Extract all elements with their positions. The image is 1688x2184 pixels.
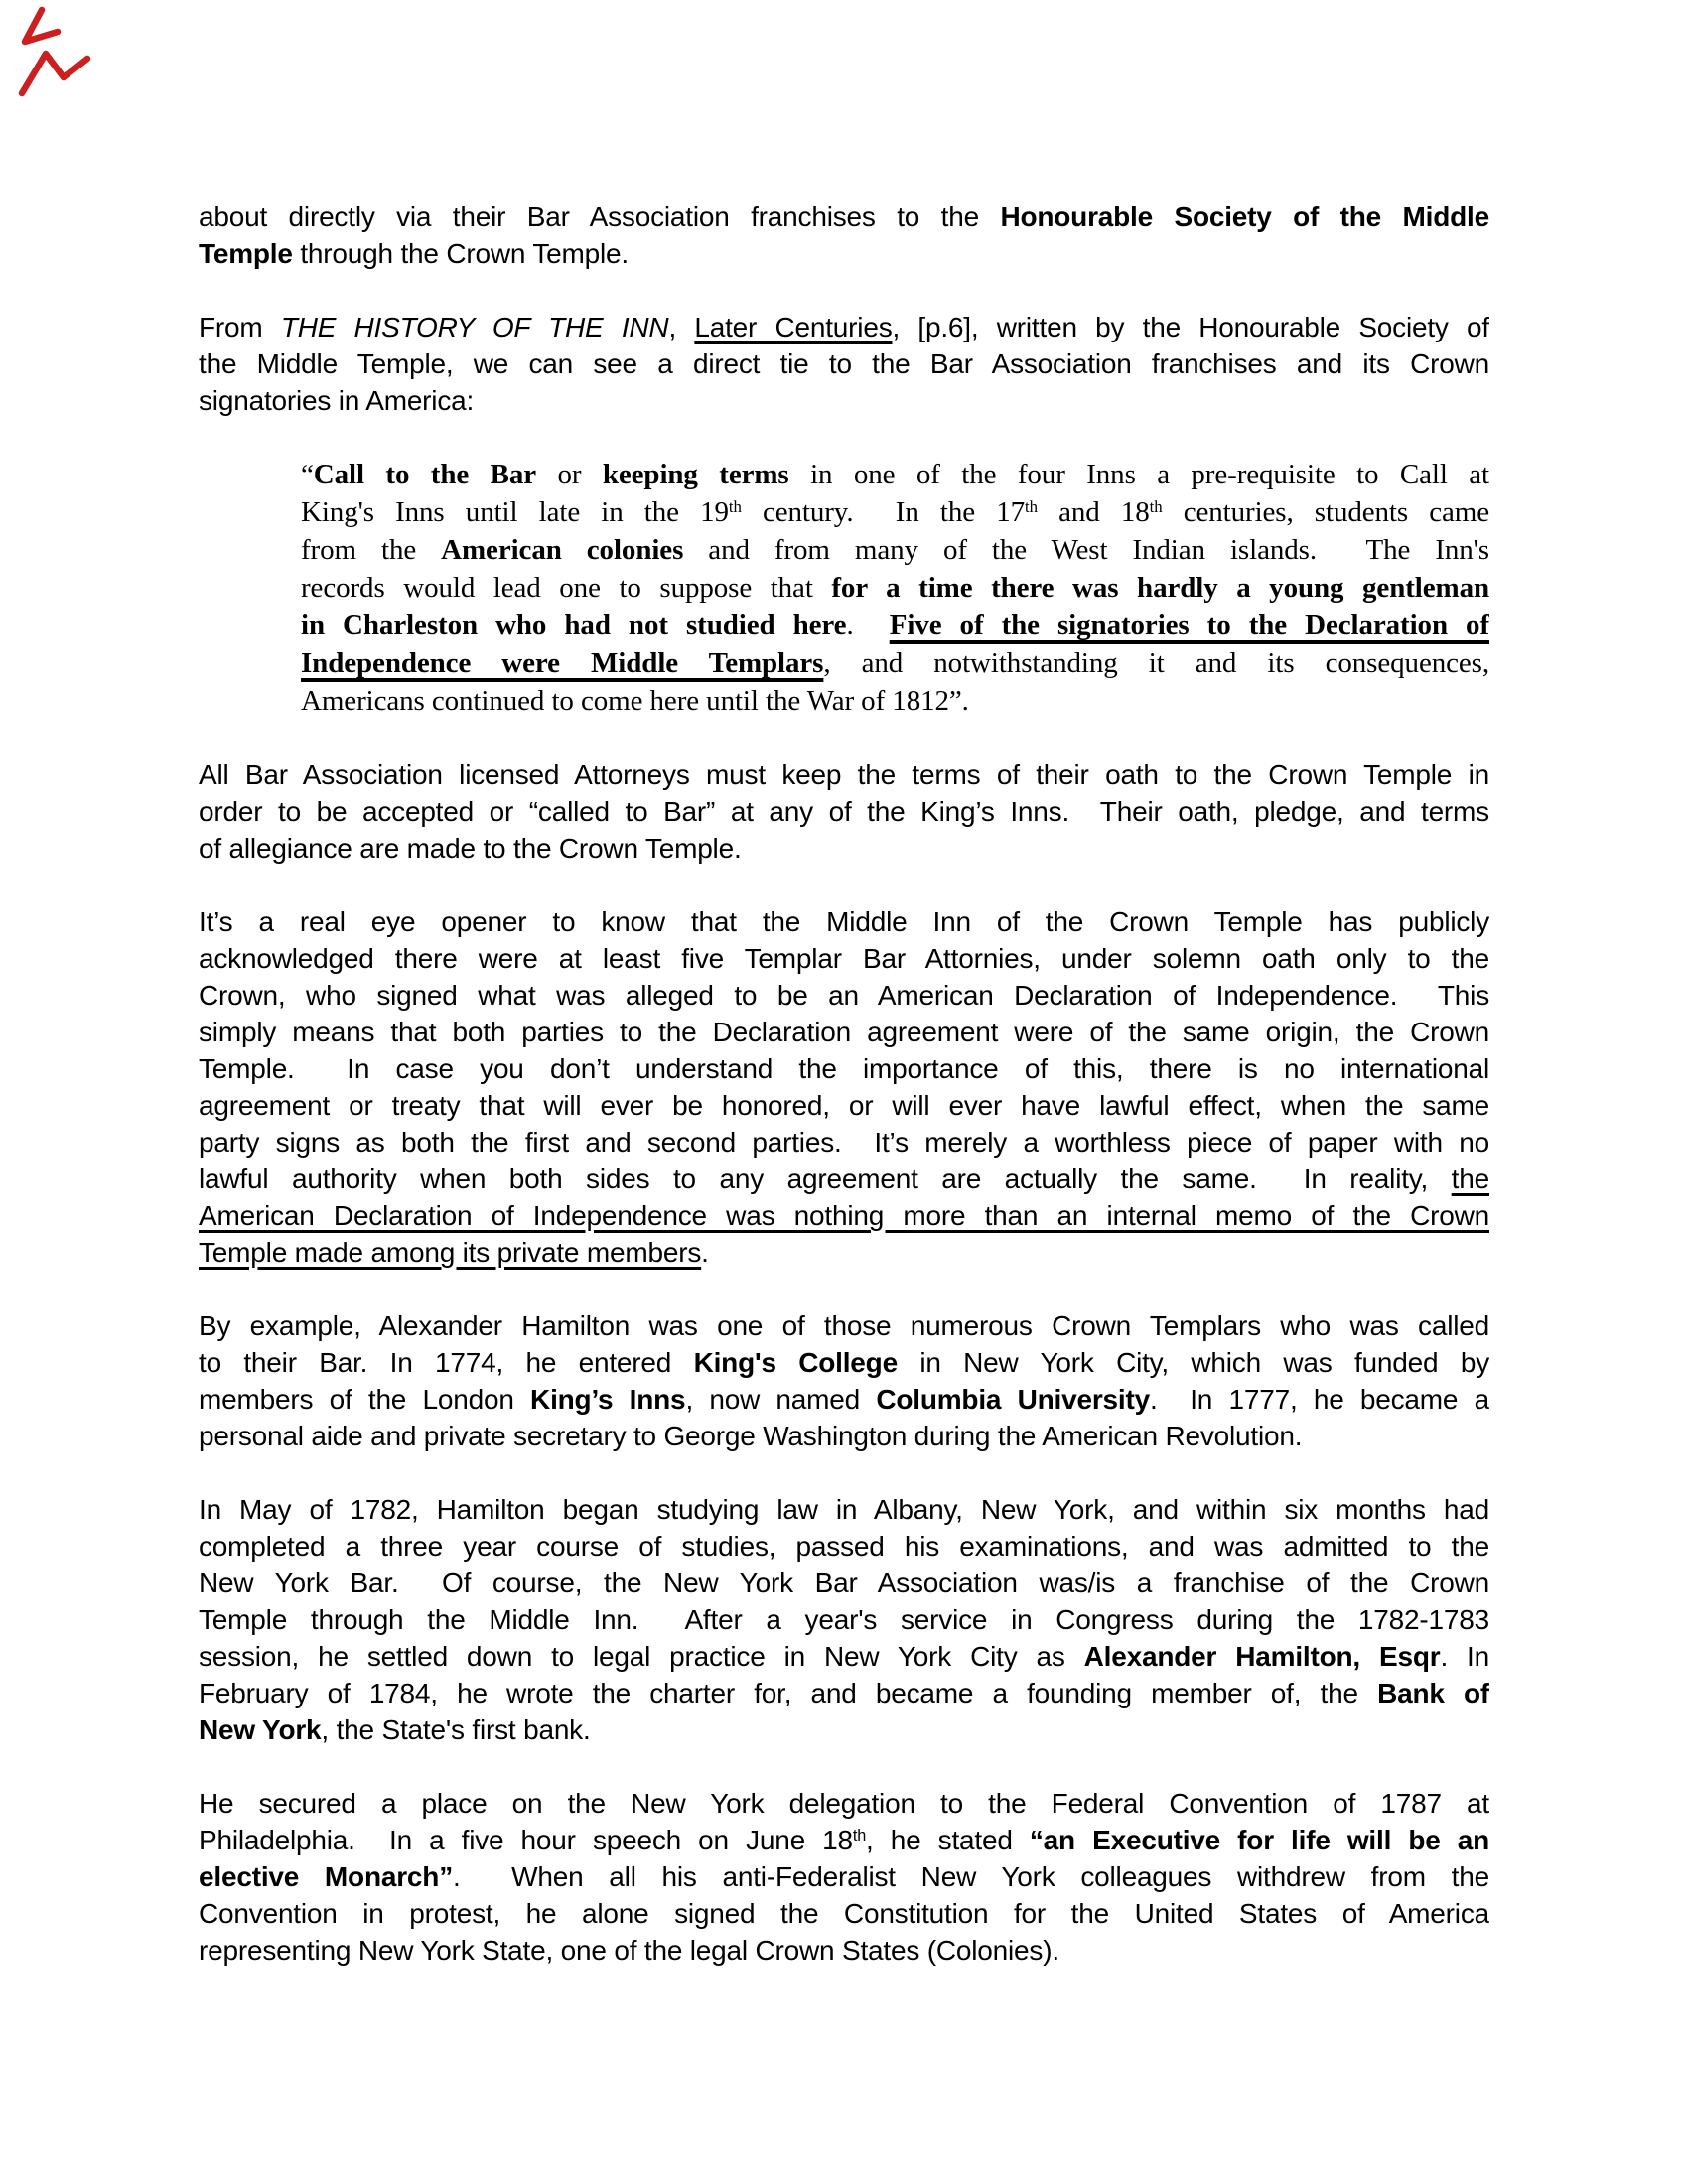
text-line xyxy=(199,1675,1489,1711)
text-run: records would lead one to suppose that xyxy=(301,572,832,604)
red-pen-marks xyxy=(8,2,102,106)
text-run: By example, Alexander Hamilton was one of those numerous Crown Templars who was called xyxy=(199,1310,1489,1341)
text-run: agreement or treaty that will ever be honored, or will ever have lawful effect, when the same xyxy=(199,1090,1489,1121)
text-run: to their Bar. In 1774, he entered xyxy=(199,1347,694,1378)
text-run: the Middle Temple, we can see a direct tie to the Bar Association franchises and its Crown xyxy=(199,348,1489,379)
text-line xyxy=(199,1014,1489,1050)
text-run: Temple. In case you don’t understand the importance of this, there is no international xyxy=(199,1053,1489,1084)
text-run: from the xyxy=(301,534,442,566)
text-run: King's College xyxy=(693,1347,898,1378)
text-run: and 18 xyxy=(1037,496,1150,528)
text-run: order to be accepted or “called to Bar” at any of the King’s Inns. Their oath, pledge, and terms xyxy=(199,796,1489,827)
text-run: members of the London xyxy=(199,1384,531,1415)
text-line xyxy=(199,1307,1489,1344)
text-run: about directly via their Bar Association franchises to the xyxy=(199,202,1001,232)
text-run: American colonies xyxy=(441,534,684,566)
text-line xyxy=(199,1601,1489,1638)
body-paragraph xyxy=(199,1491,1489,1748)
text-run: Temple xyxy=(199,238,293,269)
text-line xyxy=(199,345,1489,382)
text-run: In May of 1782, Hamilton began studying law in Albany, New York, and within six months had xyxy=(199,1494,1489,1525)
text-run: and from many of the West Indian islands. The Inn's xyxy=(683,534,1489,566)
text-line xyxy=(199,199,1489,235)
text-line xyxy=(199,382,1489,419)
text-line xyxy=(199,1234,1489,1271)
text-line xyxy=(301,569,1489,607)
text-run: through the Crown Temple. xyxy=(292,238,630,269)
text-run: New York Bar. Of course, the New York Bar Association was/is a franchise of the Crown xyxy=(199,1568,1489,1598)
text-run: signatories in America: xyxy=(199,385,475,416)
text-run: Honourable Society of the Middle xyxy=(1000,202,1489,232)
text-run: American Declaration of Independence was nothing more than an internal memo of the Crown xyxy=(199,1200,1489,1231)
text-run: , and notwithstanding it and its consequences, xyxy=(823,647,1489,679)
text-line xyxy=(199,1491,1489,1528)
text-run: Later Centuries xyxy=(694,312,893,342)
text-run: “an Executive for life will be an xyxy=(1029,1825,1489,1855)
blockquote-paragraph xyxy=(301,456,1489,720)
body-paragraph xyxy=(199,903,1489,1271)
text-run: Independence were Middle Templars xyxy=(301,647,824,679)
text-line xyxy=(301,644,1489,682)
text-line xyxy=(199,1418,1489,1454)
text-run: , the State's first bank. xyxy=(321,1714,591,1745)
text-run: . When all his anti-Federalist New York colleagues withdrew from the xyxy=(453,1861,1489,1892)
text-run: in Charleston who had not studied here xyxy=(301,610,847,641)
text-run: He secured a place on the New York delegation to the Federal Convention of 1787 at xyxy=(199,1788,1489,1819)
text-line xyxy=(199,903,1489,940)
text-line xyxy=(199,1932,1489,1969)
text-line xyxy=(199,940,1489,977)
text-run: . xyxy=(701,1237,709,1268)
text-run: Five of the signatories to the Declaration of xyxy=(889,610,1489,641)
text-line xyxy=(199,1160,1489,1197)
text-line xyxy=(301,531,1489,569)
text-run: centuries, students came xyxy=(1162,496,1489,528)
text-line xyxy=(199,1858,1489,1895)
text-run: th xyxy=(1149,496,1163,516)
text-run: , he stated xyxy=(866,1825,1030,1855)
text-run: Columbia University xyxy=(876,1384,1150,1415)
text-line xyxy=(199,1087,1489,1124)
text-line xyxy=(301,607,1489,644)
text-run: THE HISTORY OF THE INN xyxy=(280,312,669,342)
body-paragraph xyxy=(199,1307,1489,1454)
text-line xyxy=(199,1711,1489,1748)
text-line xyxy=(199,1785,1489,1822)
text-run: King's Inns until late in the 19 xyxy=(301,496,729,528)
text-run: party signs as both the first and second parties. It’s merely a worthless piece of paper with no xyxy=(199,1127,1489,1158)
body-paragraph xyxy=(199,199,1489,272)
text-run: of allegiance are made to the Crown Temple. xyxy=(199,833,742,864)
text-line xyxy=(199,1565,1489,1601)
text-line xyxy=(301,456,1489,493)
body-paragraph xyxy=(199,756,1489,867)
pen-mark-stroke xyxy=(25,10,58,42)
text-run: lawful authority when both sides to any agreement are actually the same. In reality, xyxy=(199,1163,1452,1194)
text-line xyxy=(301,682,1489,720)
text-run: New York xyxy=(199,1714,322,1745)
text-run: , xyxy=(668,312,695,342)
text-run: Alexander Hamilton, Esqr xyxy=(1083,1641,1441,1672)
text-run: Philadelphia. In a five hour speech on June 18 xyxy=(199,1825,853,1855)
text-run: Bank of xyxy=(1377,1678,1489,1708)
text-run: King’s Inns xyxy=(530,1384,686,1415)
text-run: century. In the 17 xyxy=(741,496,1026,528)
text-run: or xyxy=(536,459,603,490)
text-run: acknowledged there were at least five Templar Bar Attornies, under solemn oath only to the xyxy=(199,943,1489,974)
text-line xyxy=(199,309,1489,345)
text-run: in one of the four Inns a pre-requisite to Call at xyxy=(788,459,1489,490)
text-run: From xyxy=(199,312,281,342)
text-run: session, he settled down to legal practice in New York City as xyxy=(199,1641,1084,1672)
text-line xyxy=(199,235,1489,272)
text-run: th xyxy=(728,496,742,516)
text-run: the xyxy=(1451,1163,1489,1194)
text-run: Americans continued to come here until the War of 1812”. xyxy=(301,685,969,717)
text-line xyxy=(199,756,1489,793)
text-run: . xyxy=(846,610,890,641)
text-run: All Bar Association licensed Attorneys must keep the terms of their oath to the Crown Temple in xyxy=(199,759,1489,790)
text-run: Temple made among its private members xyxy=(199,1237,702,1268)
text-run: keeping terms xyxy=(602,459,789,490)
text-line xyxy=(199,1124,1489,1160)
text-run: completed a three year course of studies, passed his examinations, and was admitted to the xyxy=(199,1531,1489,1562)
text-run: th xyxy=(852,1827,867,1845)
text-run: . In 1777, he became a xyxy=(1150,1384,1489,1415)
text-run: simply means that both parties to the Declaration agreement were of the same origin, the Crown xyxy=(199,1017,1489,1047)
text-run: It’s a real eye opener to know that the Middle Inn of the Crown Temple has publicly xyxy=(199,906,1489,937)
pen-mark-stroke xyxy=(22,54,87,93)
text-run: February of 1784, he wrote the charter for, and became a founding member of, the xyxy=(199,1678,1378,1708)
text-run: representing New York State, one of the legal Crown States (Colonies). xyxy=(199,1935,1059,1966)
text-line xyxy=(199,1895,1489,1932)
text-line xyxy=(199,1638,1489,1675)
text-run: . In xyxy=(1440,1641,1489,1672)
text-run: personal aide and private secretary to George Washington during the American Revolution. xyxy=(199,1421,1303,1451)
text-line xyxy=(199,1822,1489,1858)
text-run: , [p.6], written by the Honourable Society of xyxy=(892,312,1489,342)
body-paragraph xyxy=(199,1785,1489,1969)
document-content xyxy=(199,199,1489,2005)
text-run: Convention in protest, he alone signed the Constitution for the United States of America xyxy=(199,1898,1489,1929)
text-line xyxy=(199,1197,1489,1234)
text-run: Temple through the Middle Inn. After a year's service in Congress during the 1782-1783 xyxy=(199,1604,1489,1635)
text-run: , now named xyxy=(685,1384,877,1415)
text-line xyxy=(199,1344,1489,1381)
text-run: Call to the Bar xyxy=(313,459,536,490)
text-line xyxy=(199,793,1489,830)
text-run: for a time there was hardly a young gentleman xyxy=(831,572,1489,604)
text-line xyxy=(199,1050,1489,1087)
text-run: in New York City, which was funded by xyxy=(897,1347,1489,1378)
text-line xyxy=(301,493,1489,531)
text-run: Crown, who signed what was alleged to be an American Declaration of Independence. This xyxy=(199,980,1489,1011)
body-paragraph xyxy=(199,309,1489,419)
text-line xyxy=(199,830,1489,867)
text-line xyxy=(199,1528,1489,1565)
text-run: elective Monarch” xyxy=(199,1861,454,1892)
text-line xyxy=(199,1381,1489,1418)
text-line xyxy=(199,977,1489,1014)
text-run: “ xyxy=(301,459,314,490)
text-run: th xyxy=(1025,496,1038,516)
